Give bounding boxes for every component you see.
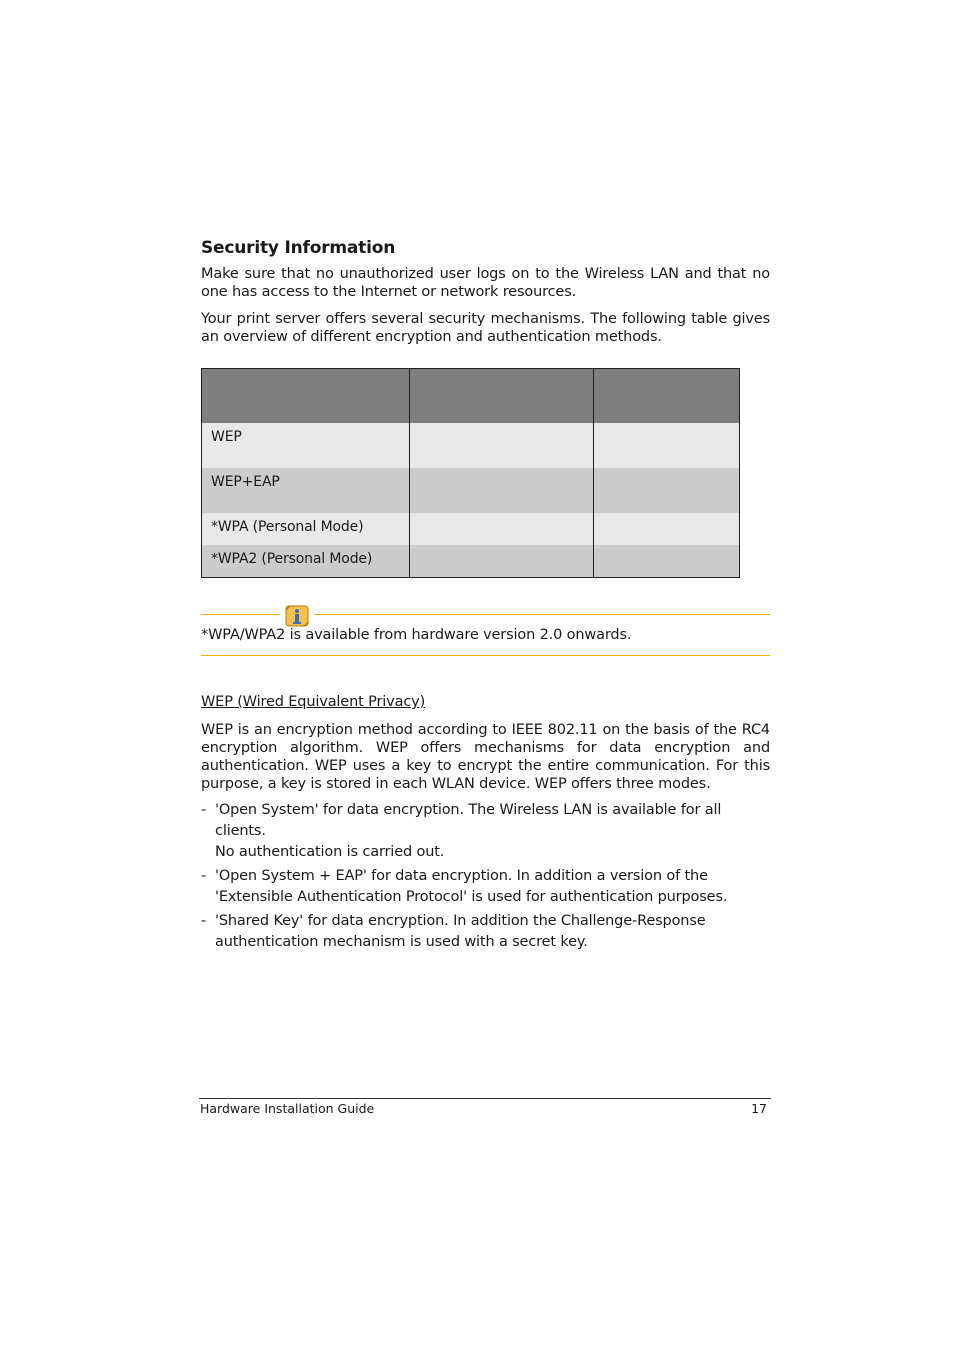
wep-paragraph: WEP is an encryption method according to IEEE 802.11 on the basis of the RC4 encryption algorithm. WEP offers mechanisms for data encryption and authentication. WEP uses a key to encrypt the entire communication. For this purpose, a key is stored in each WLAN device. WEP offers three modes. <box>201 722 770 792</box>
table-cell <box>594 513 740 545</box>
list-item-line: authentication mechanism is used with a secret key. <box>215 934 588 950</box>
list-item-line: 'Open System + EAP' for data encryption. In addition a version of the <box>215 868 708 884</box>
note-divider-top <box>201 614 280 615</box>
list-item-line: No authentication is carried out. <box>215 844 445 860</box>
table-row <box>202 545 740 577</box>
footer-divider <box>199 1098 771 1099</box>
table-row <box>202 468 740 513</box>
list-item-line: 'Shared Key' for data encryption. In addition the Challenge-Response <box>215 913 706 929</box>
list-item <box>201 866 770 908</box>
intro-paragraph-2: Your print server offers several security mechanisms. The following table gives an overview of different encryption and authentication methods. <box>201 311 770 345</box>
list-item <box>201 911 770 953</box>
table-cell <box>594 423 740 468</box>
method-cell: *WPA (Personal Mode) <box>202 513 410 545</box>
method-cell: *WPA2 (Personal Mode) <box>202 545 410 577</box>
table-cell <box>409 545 594 577</box>
note-text: *WPA/WPA2 is available from hardware version 2.0 onwards. <box>201 627 632 643</box>
table-cell <box>409 513 594 545</box>
page-number: 17 <box>751 1101 767 1116</box>
info-icon <box>284 604 310 628</box>
table-cell <box>594 545 740 577</box>
method-cell: WEP <box>202 423 410 468</box>
note-divider-bottom <box>201 655 770 656</box>
method-cell: WEP+EAP <box>202 468 410 513</box>
wep-heading: WEP (Wired Equivalent Privacy) <box>201 694 426 710</box>
bullet-dash: - <box>201 802 207 818</box>
table-header-cell <box>409 369 594 424</box>
table-cell <box>409 423 594 468</box>
list-item <box>201 800 770 863</box>
table-header-row <box>202 369 740 424</box>
intro-paragraph-1: Make sure that no unauthorized user logs on to the Wireless LAN and that no one has access to the Internet or network resources. <box>201 266 770 300</box>
bullet-dash: - <box>201 913 207 929</box>
table-row <box>202 423 740 468</box>
footer-title: Hardware Installation Guide <box>200 1101 375 1116</box>
list-item-line: 'Open System' for data encryption. The Wireless LAN is available for all clients. <box>215 802 722 839</box>
security-methods-table <box>201 368 740 578</box>
table-header-cell <box>594 369 740 424</box>
table-cell <box>594 468 740 513</box>
table-header-cell <box>202 369 410 424</box>
bullet-dash: - <box>201 868 207 884</box>
table-cell <box>409 468 594 513</box>
section-title: Security Information <box>201 238 396 258</box>
note-divider-top <box>314 614 770 615</box>
table-row <box>202 513 740 545</box>
list-item-line: 'Extensible Authentication Protocol' is used for authentication purposes. <box>215 889 728 905</box>
wep-modes-list <box>201 800 770 956</box>
